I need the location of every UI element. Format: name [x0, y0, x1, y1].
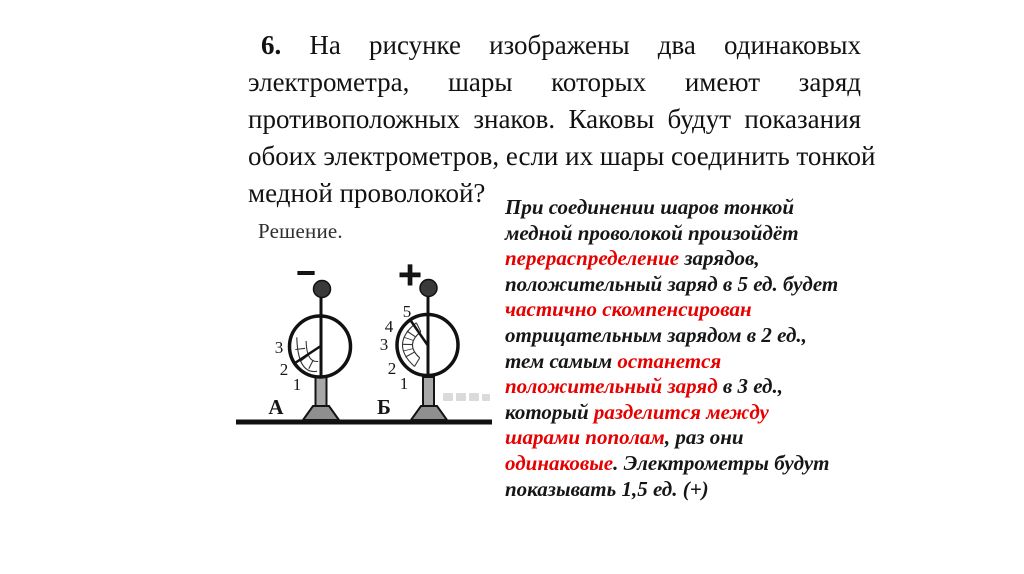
scale-number: 5	[402, 302, 412, 321]
problem-line: обоих электрометров, если их шары соединить тонкой	[248, 141, 876, 171]
solution-text	[505, 195, 905, 502]
charge-sign-minus: −	[295, 258, 317, 288]
scale-number: 1	[399, 374, 409, 393]
figure-electrometers	[230, 252, 500, 432]
electrometer-label: Б	[377, 395, 391, 419]
solution-label: Решение.	[258, 219, 343, 243]
solution-line: перераспределение зарядов,	[505, 246, 760, 271]
solution-line: медной проволокой произойдёт	[505, 220, 799, 245]
problem-line: противоположных знаков. Каковы будут показания	[248, 104, 861, 134]
stand-base	[411, 406, 447, 420]
problem-line: электрометра, шары которых имеют заряд	[248, 67, 861, 97]
solution-line: который разделится между	[505, 399, 769, 424]
solution-line: тем самым останется	[505, 348, 722, 373]
solution-line: показывать 1,5 ед. (+)	[505, 476, 709, 501]
solution-line: При соединении шаров тонкой	[505, 195, 795, 219]
scale-number: 3	[274, 338, 284, 357]
scale-number: 4	[384, 317, 394, 336]
scale-number: 2	[279, 360, 289, 379]
electrometer-label: А	[268, 395, 284, 419]
stand-stem	[423, 377, 434, 408]
problem-line: 6. На рисунке изображены два одинаковых	[261, 30, 861, 60]
stand-base	[303, 406, 339, 420]
charge-sign-plus: +	[396, 255, 424, 293]
solution-line: отрицательным зарядом в 2 ед.,	[505, 322, 807, 347]
problem-line: медной проволокой?	[248, 178, 486, 208]
problem-statement	[248, 27, 876, 212]
solution-line: частично скомпенсирован	[505, 297, 752, 322]
stand-stem	[316, 377, 327, 408]
scale-number: 1	[292, 375, 302, 394]
solution-line: положительный заряд в 3 ед.,	[505, 374, 783, 399]
scale-number: 2	[387, 359, 397, 378]
scale-number: 3	[379, 335, 389, 354]
solution-line: шарами пополам, раз они	[505, 425, 744, 450]
watermark	[443, 393, 490, 401]
electrometer-A	[268, 258, 350, 420]
solution-line: одинаковые. Электрометры будут	[505, 450, 830, 475]
solution-line: положительный заряд в 5 ед. будет	[505, 271, 839, 296]
